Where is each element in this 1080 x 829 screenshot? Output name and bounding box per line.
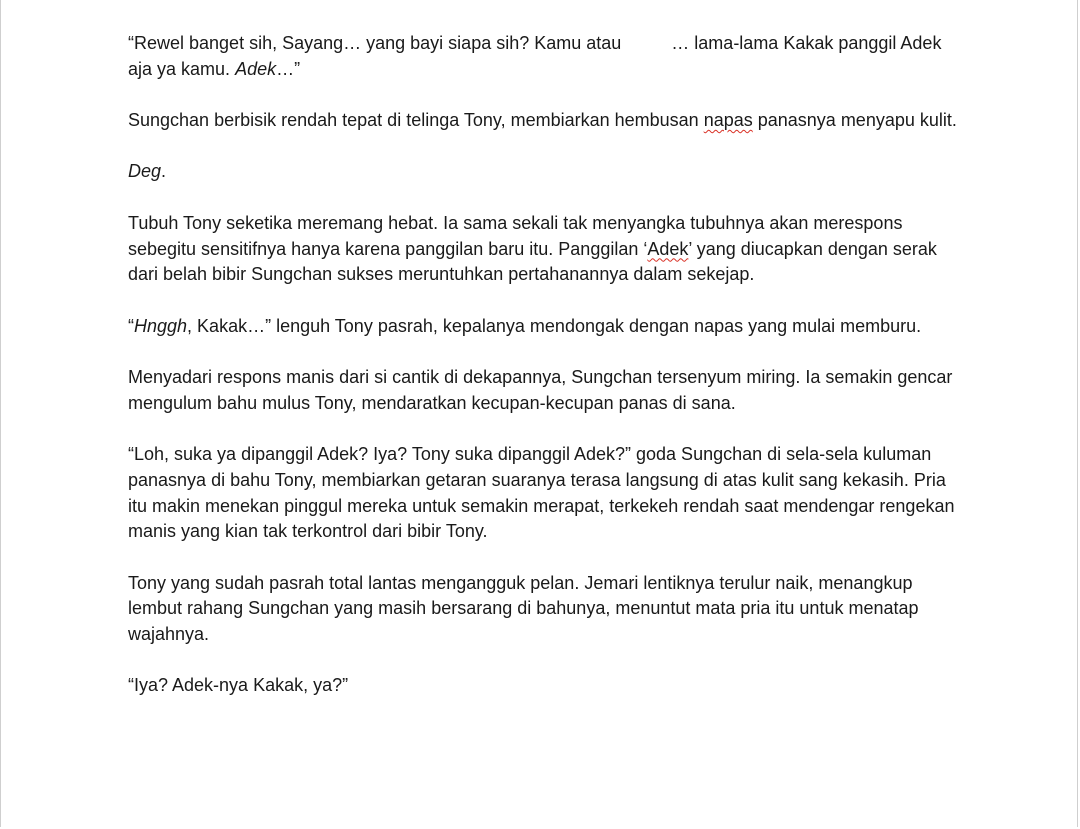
italic-text: Hnggh — [134, 315, 188, 336]
text-run: …” — [276, 58, 301, 79]
paragraph-8: Tony yang sudah pasrah total lantas mengangguk pelan. Jemari lentiknya terulur naik, menangkup lembut rahang Sungchan yang masih bersarang di bahunya, menuntut mata pria itu untuk menatap wajahnya. — [128, 572, 919, 645]
text-run: “Rewel banget sih, Sayang… yang bayi siapa sih? Kamu atau — [128, 33, 622, 53]
paragraph-3 — [128, 159, 968, 185]
italic-text: Deg — [128, 161, 162, 182]
spellcheck-word[interactable]: Adek — [647, 238, 689, 259]
spellcheck-word[interactable]: napas — [703, 110, 753, 131]
paragraph-9: “Iya? Adek-nya Kakak, ya?” — [128, 675, 349, 696]
paragraph-2 — [128, 108, 968, 134]
text-run: . — [161, 161, 167, 182]
paragraph-7: “Loh, suka ya dipanggil Adek? Iya? Tony suka dipanggil Adek?” goda Sungchan di sela-sela kuluman panasnya di bahu Tony, membiarkan getaran suaranya terasa langsung di atas kulit sang kekasih. Pria itu makin menekan pinggul mereka untuk semakin merapat, terkekeh rendah saat mendengar rengekan manis yang kian tak terkontrol dari bibir Tony. — [128, 444, 955, 542]
italic-text: Adek — [235, 58, 277, 79]
text-run: Tubuh Tony seketika meremang hebat. Ia sama sekali tak menyangka tubuhnya akan merespons sebegitu sensitifnya hanya karena panggilan baru itu. Panggilan ‘ — [128, 212, 903, 259]
text-run: panasnya menyapu kulit. — [752, 110, 957, 131]
text-run: , Kakak…” lenguh Tony pasrah, kepalanya mendongak dengan napas yang mulai memburu. — [187, 315, 922, 336]
paragraph-4 — [128, 211, 968, 288]
paragraph-5 — [128, 314, 968, 340]
text-run: “ — [128, 315, 134, 336]
text-run: … lama-lama Kakak panggil Adek aja ya kamu. — [128, 33, 942, 79]
paragraph-6: Menyadari respons manis dari si cantik di dekapannya, Sungchan tersenyum miring. Ia semakin gencar mengulum bahu mulus Tony, mendaratkan kecupan-kecupan panas di sana. — [128, 367, 953, 413]
text-run: Sungchan berbisik rendah tepat di telinga Tony, membiarkan hembusan — [128, 110, 704, 131]
text-run: ’ yang diucapkan dengan serak dari belah bibir Sungchan sukses meruntuhkan pertahanannya dalam sekejap. — [128, 238, 937, 285]
document-body[interactable] — [128, 31, 968, 725]
paragraph-1 — [128, 31, 968, 82]
